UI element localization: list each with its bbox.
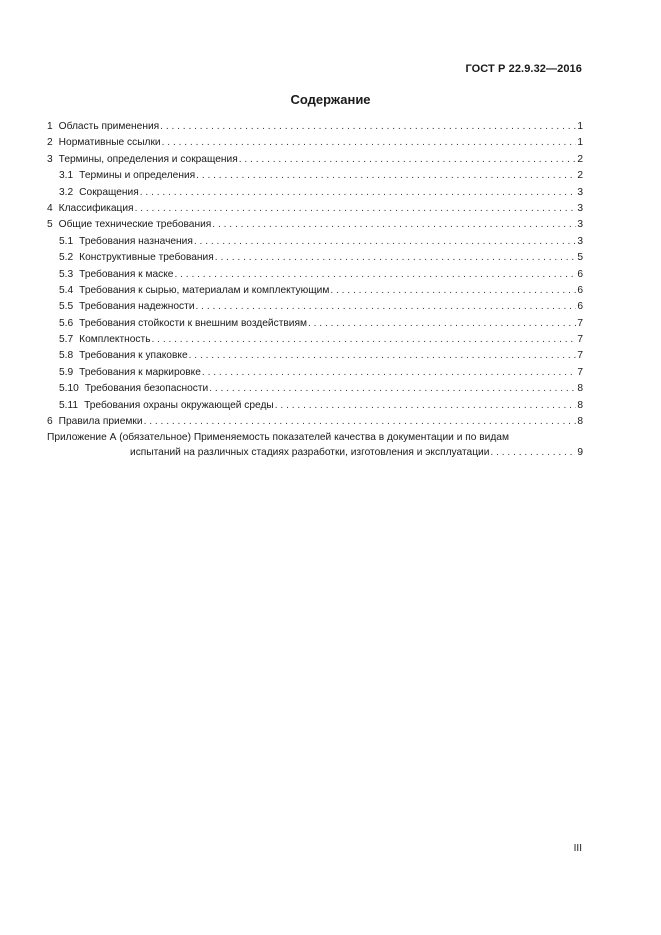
dot-leader bbox=[239, 152, 577, 168]
toc-entry-page-number: 7 bbox=[577, 317, 583, 329]
toc-entry[interactable] bbox=[47, 316, 583, 332]
toc-entry-number: 5.8 bbox=[59, 350, 74, 362]
toc-entry-page-number: 5 bbox=[577, 252, 583, 264]
annex-page-number: 9 bbox=[577, 447, 583, 459]
page-number-roman: III bbox=[573, 843, 582, 854]
toc-entry-page-number: 3 bbox=[577, 235, 583, 247]
toc-entry[interactable] bbox=[47, 299, 583, 315]
toc-title: Содержание bbox=[290, 92, 371, 107]
toc-entry-page-number: 7 bbox=[577, 334, 583, 346]
toc-entry[interactable] bbox=[47, 381, 583, 397]
toc-entry-label: Общие технические требования bbox=[58, 219, 212, 231]
dot-leader bbox=[189, 348, 577, 364]
toc-entry-page-number: 6 bbox=[577, 284, 583, 296]
toc-entry[interactable] bbox=[47, 332, 583, 348]
dot-leader bbox=[490, 445, 576, 460]
annex-title-line-2: испытаний на различных стадиях разработки, изготовления и эксплуатации bbox=[130, 447, 490, 459]
toc-entry-label: Нормативные ссылки bbox=[58, 137, 161, 149]
dot-leader bbox=[174, 267, 576, 283]
toc-entry-label: Требования стойкости к внешним воздействиям bbox=[79, 317, 307, 329]
annex-title-line-1: Приложение А (обязательное) Применяемость показателей качества в документации и по видам bbox=[47, 432, 509, 444]
toc-entry[interactable] bbox=[47, 217, 583, 233]
toc-entry-number: 5.9 bbox=[59, 366, 74, 378]
toc-entry[interactable] bbox=[47, 267, 583, 283]
dot-leader bbox=[308, 316, 576, 332]
toc-entry-number: 6 bbox=[47, 416, 53, 428]
dot-leader bbox=[140, 185, 577, 201]
toc-entry-number: 5.7 bbox=[59, 334, 74, 346]
toc-entry-label: Классификация bbox=[58, 202, 134, 214]
toc-entry-label: Требования к упаковке bbox=[79, 350, 188, 362]
toc-entry-page-number: 2 bbox=[577, 170, 583, 182]
toc-entry-page-number: 3 bbox=[577, 219, 583, 231]
dot-leader bbox=[202, 365, 576, 381]
toc-entry-label: Термины, определения и сокращения bbox=[58, 153, 238, 165]
toc-entry-label: Требования охраны окружающей среды bbox=[84, 399, 274, 411]
toc-entry-number: 2 bbox=[47, 137, 53, 149]
toc-entry-page-number: 1 bbox=[577, 121, 583, 132]
toc-entry-page-number: 3 bbox=[577, 202, 583, 214]
toc-entry-page-number: 8 bbox=[577, 383, 583, 395]
toc-entry-number: 4 bbox=[47, 202, 53, 214]
toc-entry-number: 5.6 bbox=[59, 317, 74, 329]
dot-leader bbox=[215, 250, 577, 266]
toc-entry[interactable] bbox=[47, 348, 583, 364]
toc-entry-number: 5.11 bbox=[59, 399, 79, 411]
toc-entry[interactable] bbox=[47, 398, 583, 414]
toc-entry-label: Сокращения bbox=[79, 186, 139, 198]
dot-leader bbox=[160, 119, 576, 135]
toc-entries bbox=[47, 119, 583, 430]
toc-entry-label: Конструктивные требования bbox=[79, 252, 214, 264]
annex-title-line-2-row bbox=[47, 445, 583, 460]
toc-entry-number: 3.1 bbox=[59, 170, 74, 182]
toc-entry[interactable] bbox=[47, 414, 583, 430]
toc-entry-label: Правила приемки bbox=[58, 416, 143, 428]
document-code: ГОСТ Р 22.9.32—2016 bbox=[465, 63, 582, 75]
dot-leader bbox=[330, 283, 576, 299]
toc-entry[interactable] bbox=[47, 365, 583, 381]
toc-entry-page-number: 7 bbox=[577, 366, 583, 378]
toc-entry-number: 3 bbox=[47, 153, 53, 165]
toc-entry-page-number: 7 bbox=[577, 350, 583, 362]
toc-entry-label: Требования назначения bbox=[79, 235, 193, 247]
toc-entry-page-number: 8 bbox=[577, 399, 583, 411]
dot-leader bbox=[196, 168, 576, 184]
dot-leader bbox=[275, 398, 577, 414]
toc-entry-number: 3.2 bbox=[59, 186, 74, 198]
toc-annex-entry[interactable] bbox=[47, 430, 583, 460]
toc-entry[interactable] bbox=[47, 283, 583, 299]
table-of-contents bbox=[47, 119, 583, 460]
toc-entry-number: 1 bbox=[47, 121, 53, 132]
toc-entry-number: 5.4 bbox=[59, 284, 74, 296]
dot-leader bbox=[196, 299, 577, 315]
toc-entry-label: Требования к сырью, материалам и комплектующим bbox=[79, 284, 330, 296]
toc-entry-number: 5.5 bbox=[59, 301, 74, 313]
toc-entry-label: Требования надежности bbox=[79, 301, 195, 313]
toc-entry[interactable] bbox=[47, 234, 583, 250]
toc-entry[interactable] bbox=[47, 168, 583, 184]
toc-entry-number: 5.10 bbox=[59, 383, 79, 395]
toc-entry-number: 5.1 bbox=[59, 235, 74, 247]
dot-leader bbox=[212, 217, 576, 233]
toc-entry[interactable] bbox=[47, 119, 583, 135]
toc-entry[interactable] bbox=[47, 201, 583, 217]
toc-entry-label: Область применения bbox=[58, 121, 160, 132]
toc-entry[interactable] bbox=[47, 250, 583, 266]
toc-entry-page-number: 3 bbox=[577, 186, 583, 198]
dot-leader bbox=[135, 201, 577, 217]
dot-leader bbox=[162, 135, 577, 151]
toc-entry[interactable] bbox=[47, 135, 583, 151]
toc-entry-number: 5.3 bbox=[59, 268, 74, 280]
toc-entry[interactable] bbox=[47, 185, 583, 201]
toc-entry-label: Требования безопасности bbox=[84, 383, 209, 395]
dot-leader bbox=[144, 414, 577, 430]
toc-entry-label: Требования к маркировке bbox=[79, 366, 201, 378]
dot-leader bbox=[209, 381, 576, 397]
toc-entry-label: Термины и определения bbox=[79, 170, 196, 182]
toc-entry-page-number: 6 bbox=[577, 268, 583, 280]
toc-entry-page-number: 1 bbox=[577, 137, 583, 149]
toc-entry-label: Требования к маске bbox=[79, 268, 174, 280]
toc-entry-page-number: 2 bbox=[577, 153, 583, 165]
toc-entry-page-number: 6 bbox=[577, 301, 583, 313]
toc-entry-number: 5.2 bbox=[59, 252, 74, 264]
dot-leader bbox=[152, 332, 577, 348]
toc-entry[interactable] bbox=[47, 152, 583, 168]
toc-entry-page-number: 8 bbox=[577, 416, 583, 428]
toc-entry-number: 5 bbox=[47, 219, 53, 231]
toc-entry-label: Комплектность bbox=[79, 334, 151, 346]
dot-leader bbox=[194, 234, 576, 250]
